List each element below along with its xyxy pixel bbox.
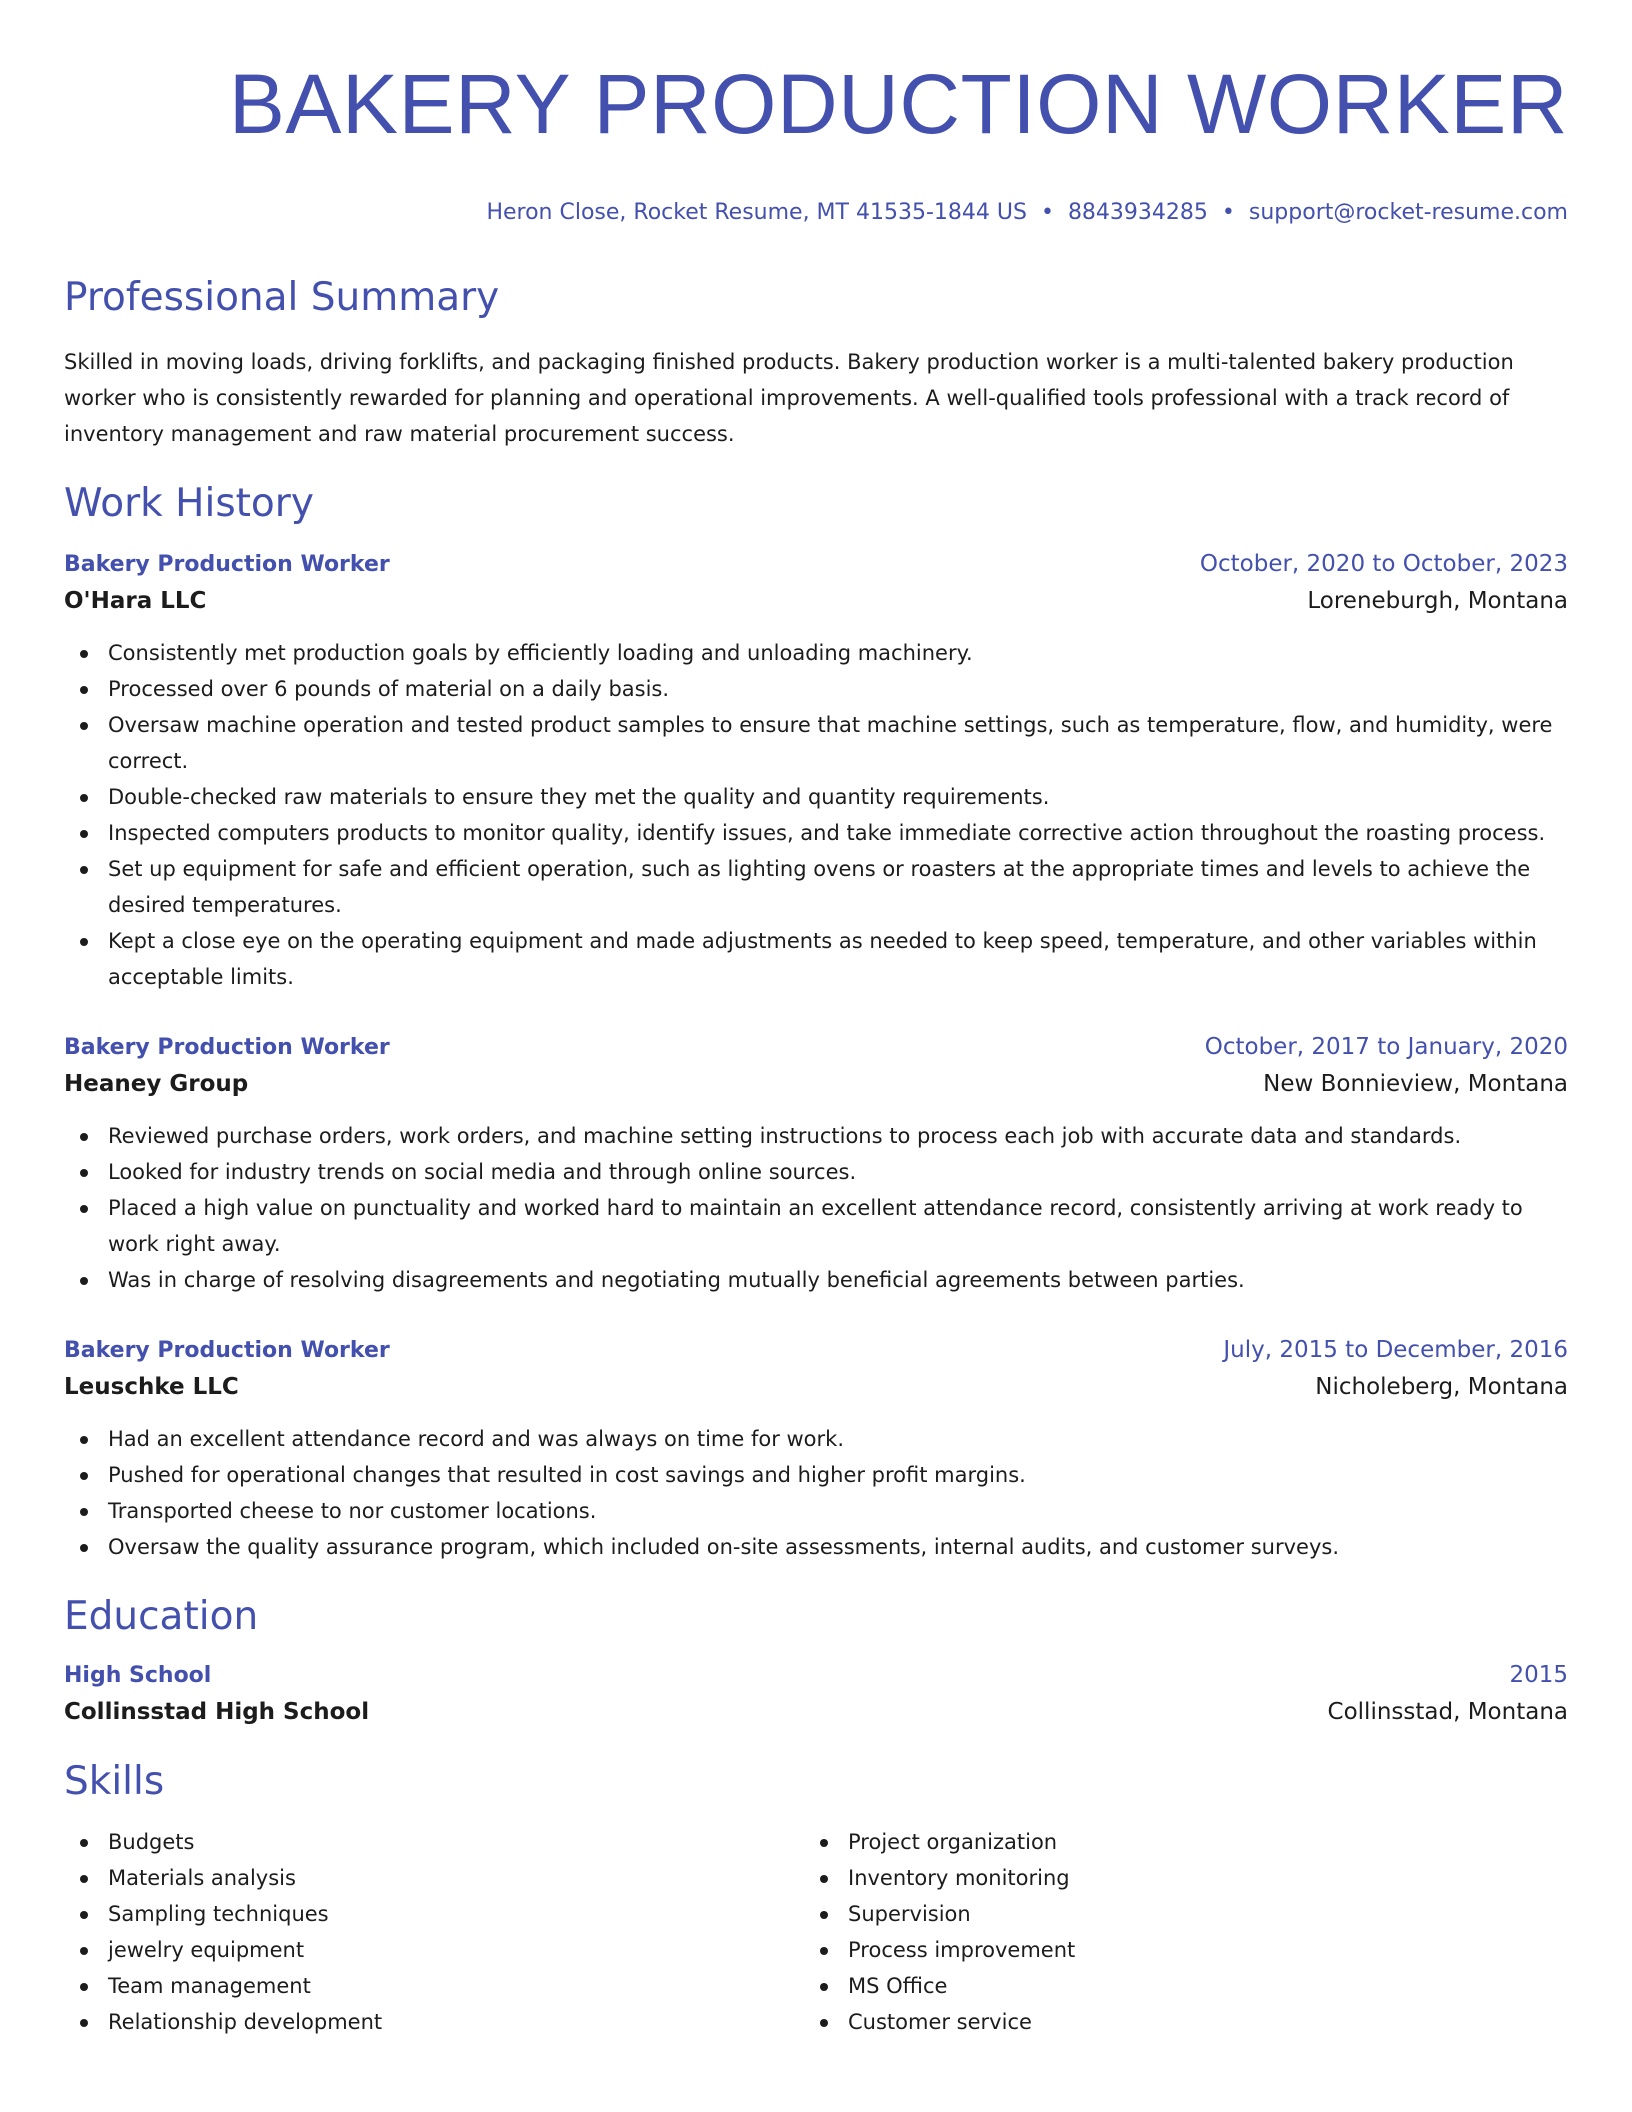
education-school-row (64, 1694, 1568, 1730)
job-company: Heaney Group (64, 1071, 249, 1097)
job-company-row (64, 583, 1568, 619)
skill-item: Customer service (804, 2004, 1544, 2040)
contact-line (64, 198, 1568, 228)
skill-item: Project organization (804, 1824, 1544, 1860)
list-item: Double-checked raw materials to ensure they met the quality and quantity requirements. (64, 779, 1568, 815)
skill-item: Materials analysis (64, 1860, 804, 1896)
job-title: Bakery Production Worker (64, 552, 390, 577)
job-title: Bakery Production Worker (64, 1035, 390, 1060)
list-item: Pushed for operational changes that resulted in cost savings and higher profit margins. (64, 1457, 1568, 1493)
list-item: Placed a high value on punctuality and worked hard to maintain an excellent attendance record, consistently arriving at work ready to work right away. (64, 1190, 1568, 1262)
job-dates: October, 2017 to January, 2020 (1204, 1034, 1568, 1060)
list-item: Had an excellent attendance record and was always on time for work. (64, 1421, 1568, 1457)
address: Heron Close, Rocket Resume, MT 41535-1844 US (486, 200, 1027, 225)
skill-item: Process improvement (804, 1932, 1544, 1968)
education-degree-row (64, 1657, 1568, 1694)
job-location: Loreneburgh, Montana (1307, 588, 1568, 614)
list-item: Set up equipment for safe and efficient operation, such as lighting ovens or roasters at the appropriate times and levels to achieve the desired temperatures. (64, 851, 1568, 923)
email-link[interactable]: support@rocket-resume.com (1248, 200, 1568, 225)
list-item: Oversaw machine operation and tested product samples to ensure that machine settings, such as temperature, flow, and humidity, were correct. (64, 707, 1568, 779)
job-company: O'Hara LLC (64, 588, 207, 614)
job-bullets (64, 1421, 1568, 1565)
education-degree: High School (64, 1663, 212, 1688)
work-history-heading: Work History (64, 481, 314, 526)
list-item: Consistently met production goals by efficiently loading and unloading machinery. (64, 635, 1568, 671)
skill-item: Inventory monitoring (804, 1860, 1544, 1896)
skill-item: jewelry equipment (64, 1932, 804, 1968)
skills-heading: Skills (64, 1759, 165, 1804)
skill-item: Relationship development (64, 2004, 804, 2040)
separator-dot: • (1221, 200, 1235, 225)
list-item: Processed over 6 pounds of material on a daily basis. (64, 671, 1568, 707)
job-location: New Bonnieview, Montana (1263, 1071, 1568, 1097)
list-item: Oversaw the quality assurance program, which included on-site assessments, internal audits, and customer surveys. (64, 1529, 1568, 1565)
job-bullets (64, 635, 1568, 995)
separator-dot: • (1040, 200, 1054, 225)
summary-heading: Professional Summary (64, 275, 500, 320)
skill-item: MS Office (804, 1968, 1544, 2004)
education-school: Collinsstad High School (64, 1699, 370, 1725)
job-company-row (64, 1369, 1568, 1405)
job-location: Nicholeberg, Montana (1315, 1374, 1568, 1400)
skills-left-list (64, 1824, 804, 2040)
education-year: 2015 (1509, 1662, 1568, 1688)
resume-name: BAKERY PRODUCTION WORKER (228, 57, 1568, 151)
list-item: Reviewed purchase orders, work orders, and machine setting instructions to process each job with accurate data and standards. (64, 1118, 1568, 1154)
job-role-row (64, 546, 1568, 583)
job-title: Bakery Production Worker (64, 1338, 390, 1363)
job-company-row (64, 1066, 1568, 1102)
skill-item: Supervision (804, 1896, 1544, 1932)
job-entry (64, 546, 1568, 995)
list-item: Kept a close eye on the operating equipment and made adjustments as needed to keep speed, temperature, and other variables within acceptable limits. (64, 923, 1568, 995)
list-item: Was in charge of resolving disagreements and negotiating mutually beneficial agreements between parties. (64, 1262, 1568, 1298)
education-heading: Education (64, 1594, 259, 1639)
phone: 8843934285 (1067, 200, 1208, 225)
job-bullets (64, 1118, 1568, 1298)
job-role-row (64, 1029, 1568, 1066)
job-dates: October, 2020 to October, 2023 (1199, 551, 1568, 577)
job-company: Leuschke LLC (64, 1374, 239, 1400)
job-entry (64, 1332, 1568, 1565)
skill-item: Team management (64, 1968, 804, 2004)
list-item: Inspected computers products to monitor quality, identify issues, and take immediate corrective action throughout the roasting process. (64, 815, 1568, 851)
education-entry (64, 1657, 1568, 1730)
skills-columns (64, 1824, 1568, 2040)
skill-item: Sampling techniques (64, 1896, 804, 1932)
list-item: Transported cheese to nor customer locations. (64, 1493, 1568, 1529)
summary-text: Skilled in moving loads, driving forklifts, and packaging finished products. Bakery production worker is a multi-talented bakery production worker who is consistently rewarded for planning and operational improvements. A well-qualified tools professional with a track record of inventory management and raw material procurement success. (64, 350, 1514, 446)
skill-item: Budgets (64, 1824, 804, 1860)
education-location: Collinsstad, Montana (1327, 1699, 1568, 1725)
job-dates: July, 2015 to December, 2016 (1223, 1337, 1568, 1363)
list-item: Looked for industry trends on social media and through online sources. (64, 1154, 1568, 1190)
skills-right-list (804, 1824, 1544, 2040)
job-entry (64, 1029, 1568, 1298)
job-role-row (64, 1332, 1568, 1369)
